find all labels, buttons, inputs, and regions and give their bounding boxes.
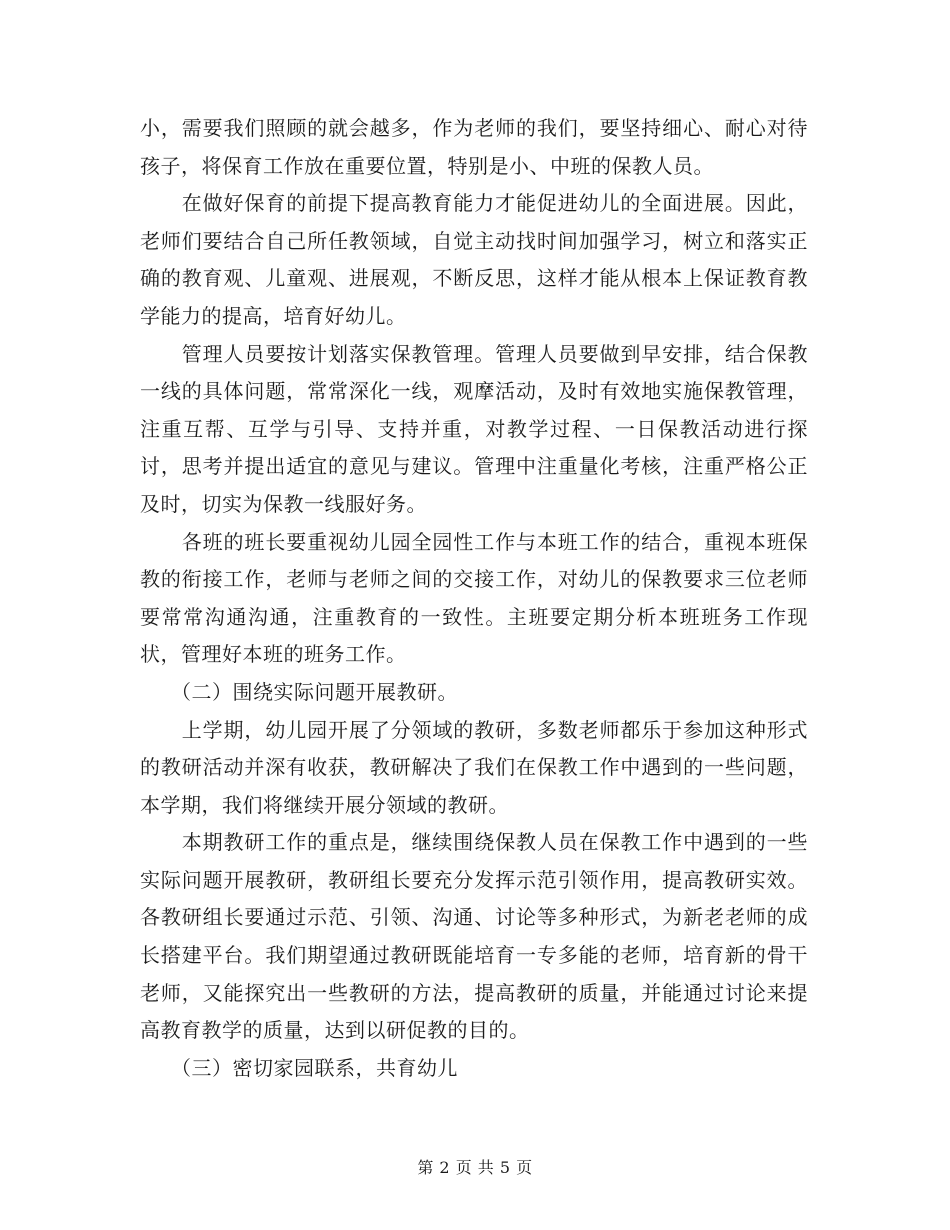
paragraph-research-focus: 本期教研工作的重点是，继续围绕保教人员在保教工作中遇到的一些实际问题开展教研，教研组长要充分发挥示范引领作用，提高教研实效。各教研组长要通过示范、引领、沟通、讨论等多种形式，为新老老师的成长搭建平台。我们期望通过教研既能培育一专多能的老师，培育新的骨干老师，又能探究出一些教研的方法，提高教研的质量，并能通过讨论来提高教育教学的质量，达到以研促教的目的。 bbox=[140, 830, 808, 1043]
page-number-footer: 第 2 页 共 5 页 bbox=[417, 1158, 533, 1177]
section-heading-home-school: （三）密切家园联系，共育幼儿 bbox=[140, 1055, 458, 1080]
paragraph-class-leaders: 各班的班长要重视幼儿园全园性工作与本班工作的结合，重视本班保教的衔接工作，老师与老师之间的交接工作，对幼儿的保教要求三位老师要常常沟通沟通，注重教育的一致性。主班要定期分析本班班务工作现状，管理好本班的班务工作。 bbox=[140, 529, 808, 667]
paragraph-education-ability: 在做好保育的前提下提高教育能力才能促进幼儿的全面进展。因此，老师们要结合自己所任教领域，自觉主动找时间加强学习，树立和落实正确的教育观、儿童观、进展观，不断反思，这样才能从根本上保证教育教学能力的提高，培育好幼儿。 bbox=[140, 191, 808, 328]
paragraph-last-semester: 上学期，幼儿园开展了分领域的教研，多数老师都乐于参加这种形式的教研活动并深有收获，教研解决了我们在保教工作中遇到的一些问题，本学期，我们将继续开展分领域的教研。 bbox=[140, 717, 808, 817]
paragraph-management: 管理人员要按计划落实保教管理。管理人员要做到早安排，结合保教一线的具体问题，常常深化一线，观摩活动，及时有效地实施保教管理，注重互帮、互学与引导、支持并重，对教学过程、一日保教活动进行探讨，思考并提出适宜的意见与建议。管理中注重量化考核，注重严格公正及时，切实为保教一线服好务。 bbox=[140, 341, 808, 516]
paragraph-continuation: 小，需要我们照顾的就会越多，作为老师的我们，要坚持细心、耐心对待孩子，将保育工作放在重要位置，特别是小、中班的保教人员。 bbox=[140, 116, 808, 178]
section-heading-research: （二）围绕实际问题开展教研。 bbox=[140, 679, 458, 704]
document-body bbox=[140, 110, 808, 1087]
